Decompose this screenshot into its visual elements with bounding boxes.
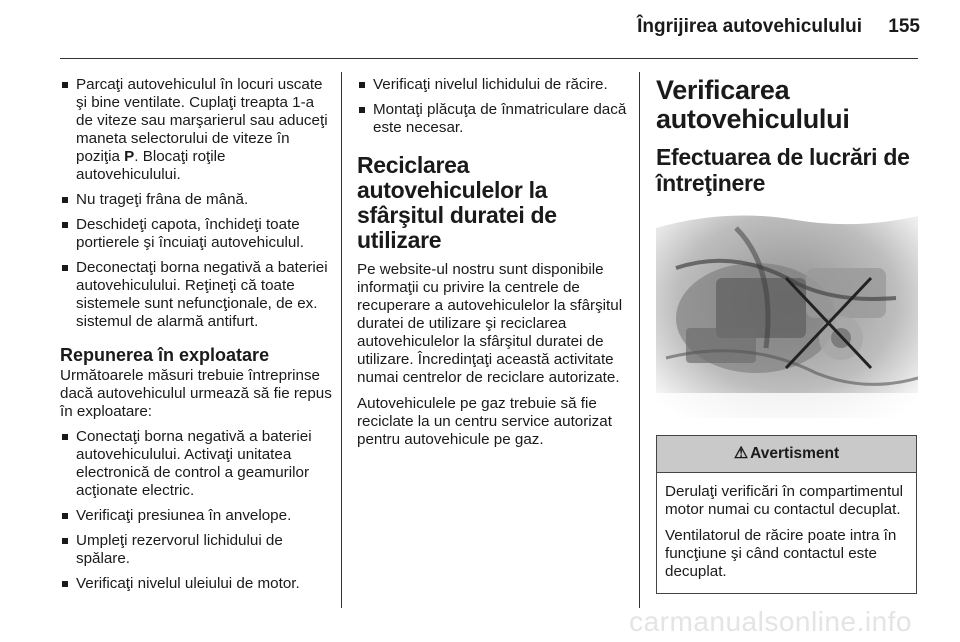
column-divider-2 [639,72,640,608]
column-middle [357,76,627,457]
column-right [656,76,918,594]
list-item: Nu trageţi frâna de mână. [60,191,332,209]
recycling-paragraph-2: Autovehiculele pe gaz trebuie să fie reciclate la un centru service autorizat pentru autovehicule pe gaz. [357,395,612,448]
recommissioning-intro: Următoarele măsuri trebuie întreprinse dacă autovehiculul urmează să fie repus în exploatare: [60,367,332,420]
recycling-paragraph-1: Pe website-ul nostru sunt disponibile informaţii cu privire la centrele de recuperare a autovehiculelor la sfârşitul duratei de utilizare şi reciclarea autovehiculelor la sfârşitul duratei de utilizare. Încredinţaţi această activitate numai centrelor de reciclare autorizate. [357,261,623,386]
list-item: Verificaţi presiunea în anvelope. [60,507,332,525]
list-item: Deconectaţi borna negativă a bateriei autovehiculului. Reţineţi că toate sistemele sunt nefuncţionale, de ex. sistemul de alarmă antifurt. [60,259,332,331]
column-left [60,76,332,600]
chapter-title: Verificarea autovehiculului [656,75,850,134]
watermark: carmanualsonline.info [629,606,912,637]
column-divider-1 [341,72,342,608]
warning-title: Avertisment [750,445,840,462]
list-item: Montaţi plăcuţa de înmatriculare dacă este necesar. [357,101,627,137]
header-title: Îngrijirea autovehiculului [637,16,862,37]
warning-paragraph-2: Ventilatorul de răcire poate intra în funcţiune şi când contactul este decuplat. [665,527,897,580]
list-item: Parcaţi autovehiculul în locuri uscate şi bine ventilate. Cuplaţi treapta 1-a de viteze sau marşarierul sau aduceţi maneta selectorului de viteze în poziţia P. Blocaţi roţile autovehiculului. [60,76,332,184]
storage-steps-list [60,76,332,331]
engine-bay-image [656,208,918,418]
list-item: Deschideţi capota, închideţi toate portierele şi încuiaţi autovehiculul. [60,216,332,252]
list-item: Umpleţi rezervorul lichidului de spălare. [60,532,332,568]
section-heading-maintenance: Efectuarea de lucrări de întreţinere [656,144,910,196]
recommissioning-steps-continued [357,76,627,137]
warning-header [657,436,916,473]
warning-paragraph-1: Derulaţi verificări în compartimentul motor numai cu contactul decuplat. [665,483,904,518]
header-rule [60,58,918,59]
recommissioning-steps-list [60,428,332,593]
list-item: Verificaţi nivelul uleiului de motor. [60,575,332,593]
warning-box [656,435,917,594]
section-heading-recycling: Reciclarea autovehiculelor la sfârşitul duratei de utilizare [357,152,557,253]
list-item: Conectaţi borna negativă a bateriei autovehiculului. Activaţi unitatea electronică de control a geamurilor acţionate electric. [60,428,332,500]
list-item: Verificaţi nivelul lichidului de răcire. [357,76,627,94]
section-heading-recommissioning: Repunerea în exploatare [60,345,270,365]
warning-icon: ⚠ [733,445,749,462]
warning-body [657,473,916,593]
page-number: 155 [888,16,920,37]
